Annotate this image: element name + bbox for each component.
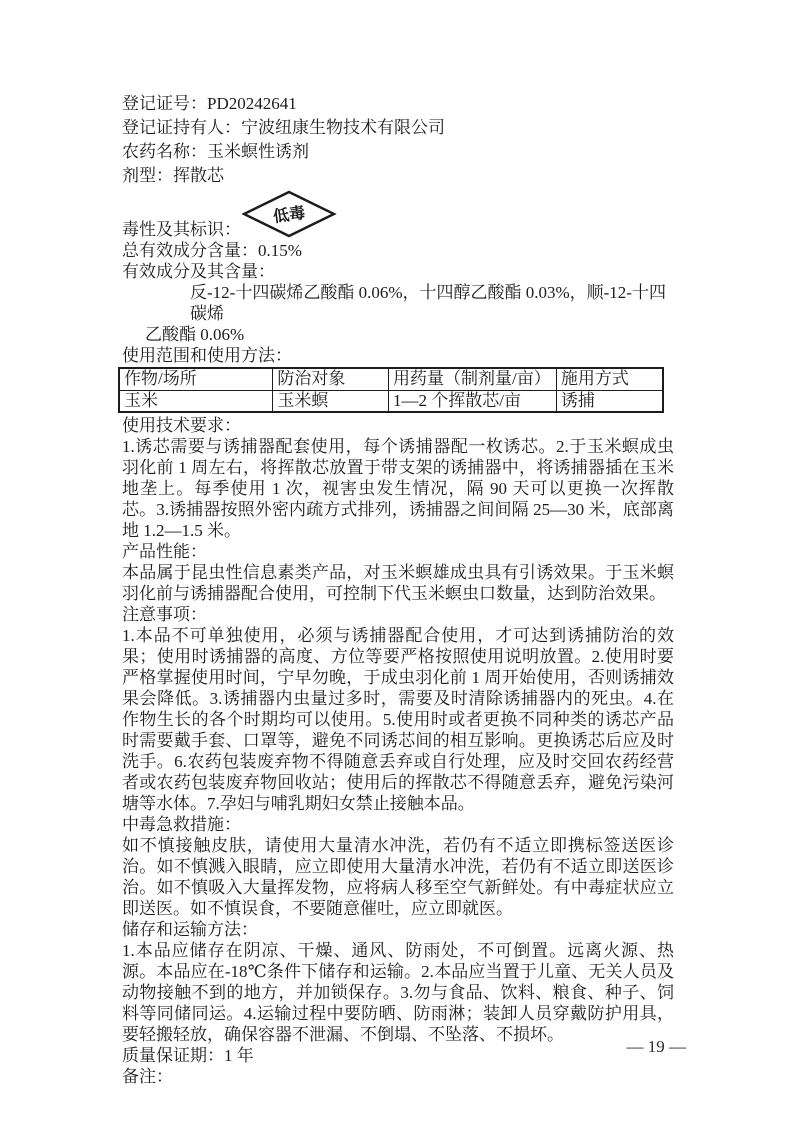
warranty-line (122, 1045, 674, 1066)
precautions-title: 注意事项： (122, 605, 207, 624)
formulation-value: 挥散芯 (173, 166, 224, 185)
tech-requirements-body: 1.诱芯需要与诱捕器配套使用，每个诱捕器配一枚诱芯。2.于玉米螟成虫羽化前 1 周左右，将挥散芯放置于带支架的诱捕器中，将诱捕器插在玉米地垄上。每季使用 1 次，视害虫发生情况，隔 90 天可以更换一次挥散芯。3.诱捕器按照外密内疏方式排列，诱捕器之间间隔 25—30 米，底部离地 1.2—1.5 米。 (122, 437, 674, 540)
low-toxicity-diamond-icon (241, 190, 337, 238)
pesticide-name-label: 农药名称： (122, 142, 207, 161)
ingredient-detail-line2: 乙酸酯 0.06% (145, 325, 245, 344)
warranty-label: 质量保证期： (122, 1046, 224, 1065)
product-performance-body: 本品属于昆虫性信息素类产品，对玉米螟雄成虫具有引诱效果。于玉米螟羽化前与诱捕器配合使用，可控制下代玉米螟虫口数量，达到防治效果。 (122, 563, 674, 603)
usage-table-cell-crop: 玉米 (119, 390, 273, 412)
toxicity-block (122, 188, 674, 240)
tech-requirements-title: 使用技术要求： (122, 416, 241, 435)
toxicity-label: 毒性及其标识： (122, 220, 241, 239)
pesticide-name-value: 玉米螟性诱剂 (207, 142, 309, 161)
total-ingredient-value: 0.15% (258, 241, 302, 260)
storage-body: 1.本品应储存在阴凉、干燥、通风、防雨处，不可倒置。远离火源、热源。本品应在-18℃条件下储存和运输。2.本品应当置于儿童、无关人员及动物接触不到的地方，并加锁保存。3.勿与食品、饮料、粮食、种子、饲料等同储同运。4.运输过程中要防晒、防雨淋；装卸人员穿戴防护用具，要轻搬轻放，确保容器不泄漏、不倒塌、不坠落、不损坏。 (122, 941, 674, 1044)
total-ingredient-line (122, 240, 674, 261)
ingredient-detail-label: 有效成分及其含量： (122, 262, 275, 281)
holder-value: 宁波纽康生物技术有限公司 (241, 118, 445, 137)
first-aid-title: 中毒急救措施： (122, 815, 241, 834)
usage-table (118, 367, 664, 413)
usage-table-header-crop: 作物/场所 (119, 368, 273, 390)
usage-table-header-dosage: 用药量（制剂量/亩） (388, 368, 556, 390)
holder-label: 登记证持有人： (122, 118, 241, 137)
registration-number-label: 登记证号： (122, 94, 207, 113)
usage-table-cell-dosage: 1—2 个挥散芯/亩 (388, 390, 556, 412)
ingredient-detail-line1: 反-12-十四碳烯乙酸酯 0.06%，十四醇乙酸酯 0.03%，顺-12-十四碳烯 (190, 283, 666, 323)
usage-table-cell-method: 诱捕 (556, 390, 663, 412)
storage-title: 储存和运输方法： (122, 920, 258, 939)
usage-table-cell-target: 玉米螟 (273, 390, 389, 412)
registration-number-value: PD20242641 (207, 94, 297, 113)
usage-table-header-method: 施用方式 (556, 368, 663, 390)
precautions-body: 1.本品不可单独使用，必须与诱捕器配合使用，才可达到诱捕防治的效果；使用时诱捕器的高度、方位等要严格按照使用说明放置。2.使用时要严格掌握使用时间，宁早勿晚，于成虫羽化前 1 周开始使用，否则诱捕效果会降低。3.诱捕器内虫量过多时，需要及时清除诱捕器内的死虫。4.在作物生长的各个时期均可以使用。5.使用时或者更换不同种类的诱芯产品时需要戴手套、口罩等，避免不同诱芯间的相互影响。更换诱芯后应及时洗手。6.农药包装废弃物不得随意丢弃或自行处理，应及时交回农药经营者或农药包装废弃物回收站；使用后的挥散芯不得随意丢弃，避免污染河塘等水体。7.孕妇与哺乳期妇女禁止接触本品。 (122, 626, 674, 813)
total-ingredient-label: 总有效成分含量： (122, 241, 258, 260)
low-toxicity-badge-text: 低毒 (272, 204, 307, 227)
holder-line (122, 116, 674, 140)
product-performance-title: 产品性能： (122, 542, 207, 561)
usage-scope-title: 使用范围和使用方法： (122, 346, 292, 365)
formulation-label: 剂型： (122, 166, 173, 185)
pesticide-name-line (122, 140, 674, 164)
page-number: — 19 — (626, 1037, 686, 1056)
first-aid-body: 如不慎接触皮肤，请使用大量清水冲洗，若仍有不适立即携标签送医诊治。如不慎溅入眼睛，应立即使用大量清水冲洗，若仍有不适立即送医诊治。如不慎吸入大量挥发物，应将病人移至空气新鲜处。有中毒症状应立即送医。如不慎误食，不要随意催吐，应立即就医。 (122, 836, 674, 918)
registration-number-line (122, 92, 674, 116)
usage-table-header-row (119, 368, 663, 390)
document-content (122, 92, 674, 1087)
warranty-value: 1 年 (224, 1046, 254, 1065)
usage-table-header-target: 防治对象 (273, 368, 389, 390)
formulation-line (122, 164, 674, 188)
remarks-line: 备注： (122, 1067, 173, 1086)
usage-table-data-row (119, 390, 663, 412)
